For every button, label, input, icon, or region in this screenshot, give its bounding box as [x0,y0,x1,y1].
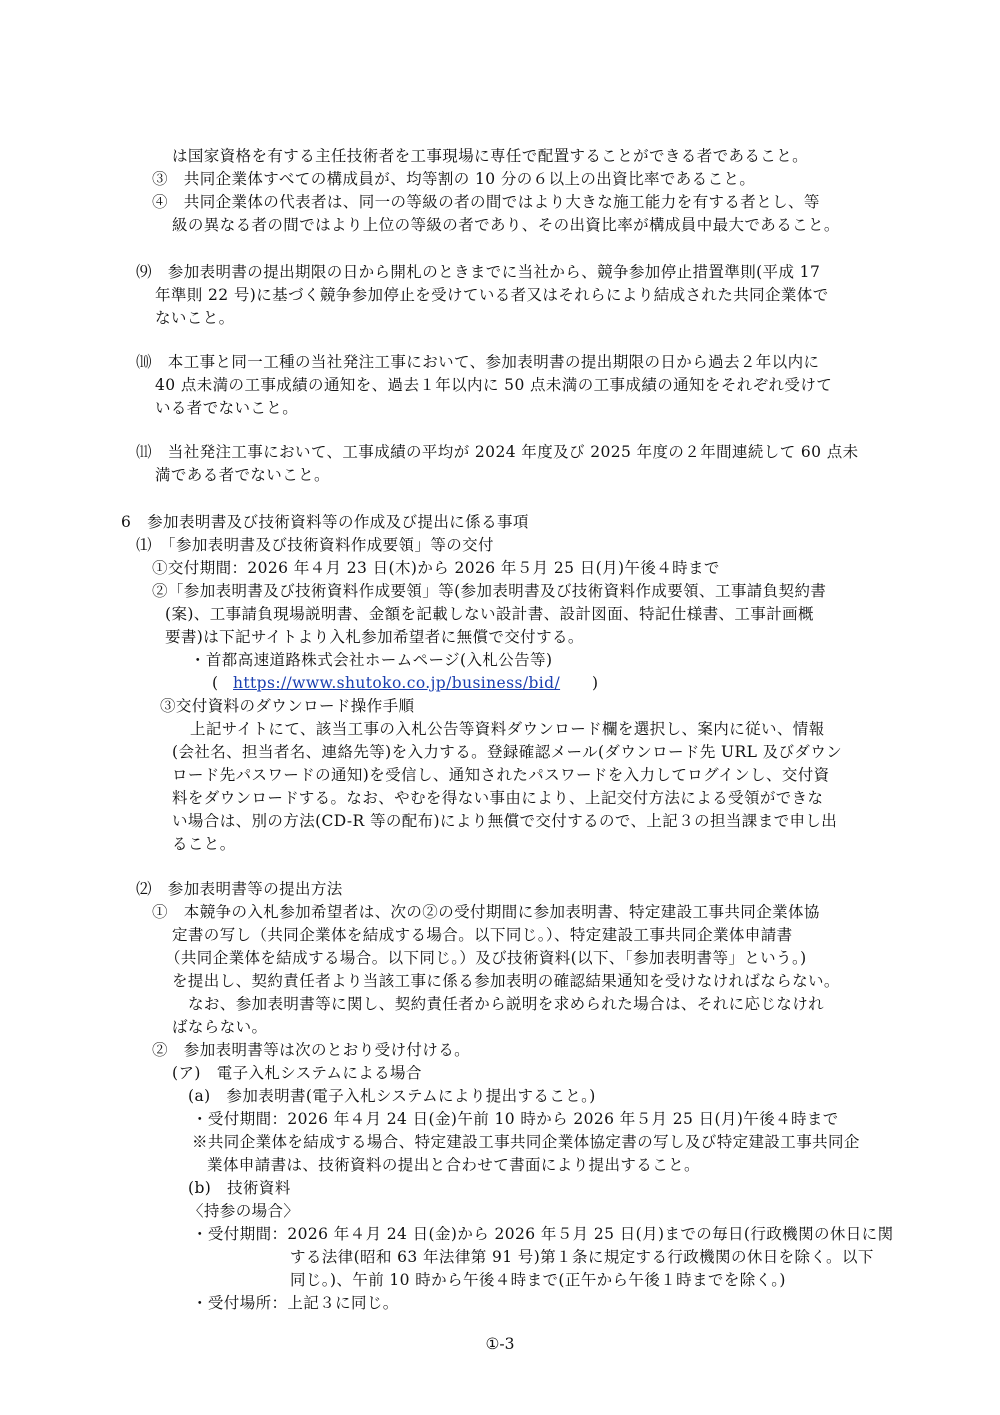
text-line: 業体申請書は、技術資料の提出と合わせて書面により提出すること。 [207,1156,700,1174]
text-line: する法律(昭和 63 年法律第 91 号)第１条に規定する行政機関の休日を除く。以下 [290,1248,874,1266]
page-number: ①-3 [485,1335,515,1353]
text-line: ③交付資料のダウンロード操作手順 [160,697,415,715]
text-line: い場合は、別の方法(CD-R 等の配布)により無償で交付するので、上記３の担当課まで申し出 [172,812,838,830]
text-line: 年準則 22 号)に基づく競争参加停止を受けている者又はそれらにより結成された共同企業体で [155,286,829,304]
subsection-heading: ⑵ 参加表明書等の提出方法 [136,880,343,898]
text-line: ・受付期間：2026 年４月 24 日(金)から 2026 年５月 25 日(月)までの毎日(行政機関の休日に関 [192,1225,894,1243]
text-line: なお、参加表明書等に関し、契約責任者から説明を求められた場合は、それに応じなけれ [188,995,825,1013]
url-open-paren: ( [212,674,219,692]
text-line: 要書)は下記サイトより入札参加希望者に無償で交付する。 [165,628,584,646]
text-line: ⑾ 当社発注工事において、工事成績の平均が 2024 年度及び 2025 年度の２年間連続して 60 点未 [136,443,859,461]
text-line: ロード先パスワードの通知)を受信し、通知されたパスワードを入力してログインし、交付資 [172,766,830,784]
text-line: ・受付場所：上記３に同じ。 [192,1294,399,1312]
text-line: ・首都高速道路株式会社ホームページ(入札公告等) [190,651,553,669]
text-line: 満である者でないこと。 [155,466,330,484]
text-line: (会社名、担当者名、連絡先等)を入力する。登録確認メール(ダウンロード先 URL 及びダウン [172,743,843,761]
text-line: 級の異なる者の間ではより上位の等級の者であり、その出資比率が構成員中最大であること。 [172,216,840,234]
text-line: (b) 技術資料 [188,1179,291,1197]
text-line: ① 本競争の入札参加希望者は、次の②の受付期間に参加表明書、特定建設工事共同企業体協 [152,903,820,921]
text-line: ② 参加表明書等は次のとおり受け付ける。 [152,1041,471,1059]
text-line: (案)、工事請負現場説明書、金額を記載しない設計書、設計図面、特記仕様書、工事計画概 [165,605,814,623]
text-line: 定書の写し（共同企業体を結成する場合。以下同じ。）、特定建設工事共同企業体申請書 [172,926,793,944]
text-line: を提出し、契約責任者より当該工事に係る参加表明の確認結果通知を受けなければならない。 [172,972,840,990]
text-line: いる者でないこと。 [155,399,299,417]
text-line: ・受付期間：2026 年４月 24 日(金)午前 10 時から 2026 年５月 25 日(月)午後４時まで [192,1110,839,1128]
url-close-paren: ) [592,674,599,692]
subsection-heading: ⑴ 「参加表明書及び技術資料作成要領」等の交付 [136,536,494,554]
text-line: ないこと。 [155,309,235,327]
text-line: (ア) 電子入札システムによる場合 [172,1064,422,1082]
text-line: ①交付期間：2026 年４月 23 日(木)から 2026 年５月 25 日(月)午後４時まで [152,559,720,577]
bid-url-link[interactable]: https://www.shutoko.co.jp/business/bid/ [233,674,561,692]
text-line: 同じ。)、午前 10 時から午後４時まで(正午から午後１時までを除く。) [290,1271,786,1289]
text-line: (a) 参加表明書(電子入札システムにより提出すること。) [188,1087,596,1105]
text-line: ること。 [172,835,236,853]
text-line: 〈持参の場合〉 [188,1202,300,1220]
section-heading: 6 参加表明書及び技術資料等の作成及び提出に係る事項 [121,513,529,531]
text-line: ④ 共同企業体の代表者は、同一の等級の者の間ではより大きな施工能力を有する者とし、等 [152,193,820,211]
text-line: ⑽ 本工事と同一工種の当社発注工事において、参加表明書の提出期限の日から過去２年以内に [136,353,820,371]
text-line: ばならない。 [172,1018,268,1036]
text-line: 料をダウンロードする。なお、やむを得ない事由により、上記交付方法による受領ができな [172,789,824,807]
text-line: は国家資格を有する主任技術者を工事現場に専任で配置することができる者であること。 [172,147,809,165]
text-line: ③ 共同企業体すべての構成員が、均等割の 10 分の６以上の出資比率であること。 [152,170,756,188]
text-line: ②「参加表明書及び技術資料作成要領」等(参加表明書及び技術資料作成要領、工事請負契約書 [152,582,827,600]
text-line: 40 点未満の工事成績の通知を、過去１年以内に 50 点未満の工事成績の通知をそれぞれ受けて [155,376,833,394]
text-line: 上記サイトにて、該当工事の入札公告等資料ダウンロード欄を選択し、案内に従い、情報 [190,720,825,738]
text-line: ※共同企業体を結成する場合、特定建設工事共同企業体協定書の写し及び特定建設工事共同企 [192,1133,860,1151]
text-line: ⑼ 参加表明書の提出期限の日から開札のときまでに当社から、競争参加停止措置準則(平成 17 [136,263,821,281]
text-line: （共同企業体を結成する場合。以下同じ。）及び技術資料(以下、「参加表明書等」という。) [165,949,807,967]
